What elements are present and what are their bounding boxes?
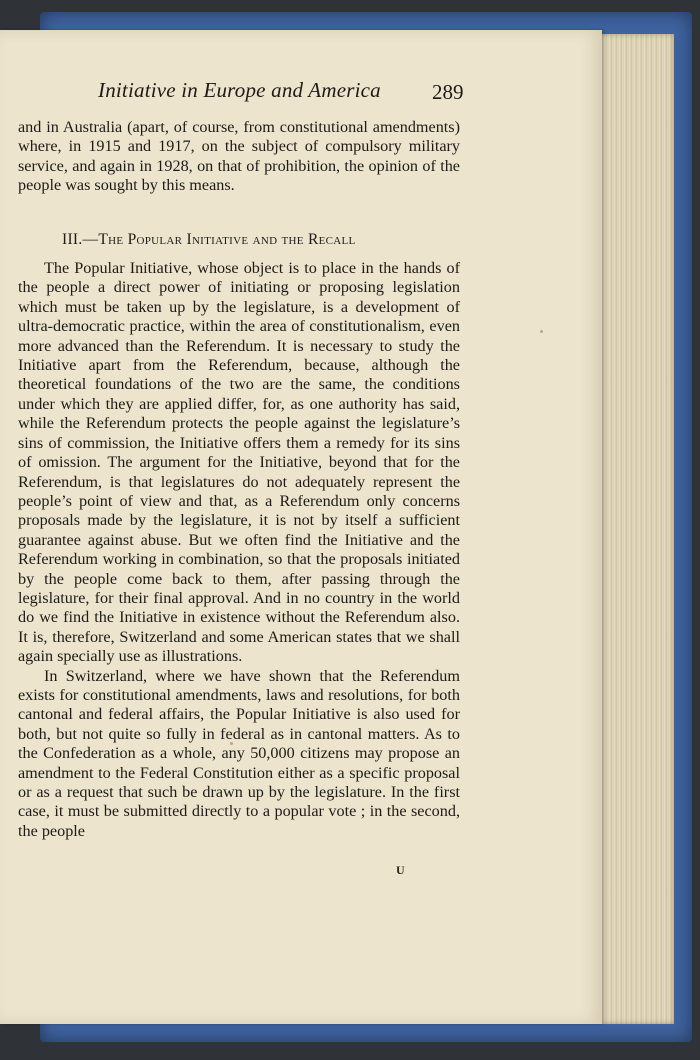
page-header <box>0 78 602 108</box>
section-heading <box>62 230 460 249</box>
page-number: 289 <box>432 80 464 104</box>
paragraph-initiative: The Popular Initiative, whose object is to place in the hands of the people a direct power of initiating or proposing legislation which must be taken up by the legislature, is a development of ultra-democratic practice, within the area of constitutionalism, even more advanced than the Referendum. It is necessary to study the Initiative apart from the Referendum, because, although the theoretical foundations of the two are the same, the conditions under which they are applied differ, for, as one authority has said, while the Referendum protects the people against the legislature’s sins of commission, the Initiative offers them a remedy for its sins of omission. The argument for the Initiative, beyond that for the Referendum, is that legislatures do not adequately represent the people’s point of view and that, as a Referendum only concerns proposals made by the legislature, it is not by itself a sufficient guarantee against abuse. But we often find the Initiative and the Referendum working in combination, so that the proposals initiated by the people come back to them, after passing through the legislature, for their final approval. And in no country in the world do we find the Initiative in existence without the Referendum also. It is, therefore, Switzerland and some American states that we shall again specially use as illustrations. <box>18 259 460 666</box>
page-body <box>18 118 460 841</box>
section-heading-text: The Popular Initiative and the Recall <box>98 230 356 248</box>
paragraph-continued: and in Australia (apart, of course, from constitutional amendments) where, in 1915 and 1917, on the subject of compulsory military service, and again in 1928, on that of prohibition, the opinion of the people was sought by this means. <box>18 118 460 195</box>
paragraph-switzerland: In Switzerland, where we have shown that the Referendum exists for constitutional amendments, laws and resolutions, for both cantonal and federal affairs, the Popular Initiative is also used for both, but not quite so fully in federal as in cantonal matters. As to the Confederation as a whole, any 50,000 citizens may propose an amendment to the Federal Constitution either as a specific proposal or as a request that such be drawn up by the legislature. In the first case, it must be submitted directly to a popular vote ; in the second, the people <box>18 666 460 840</box>
section-heading-number: III.— <box>62 230 99 248</box>
paper-speck <box>540 330 543 333</box>
running-title: Initiative in Europe and America <box>98 78 381 102</box>
page-edges <box>598 34 674 1024</box>
signature-mark: U <box>396 863 405 877</box>
